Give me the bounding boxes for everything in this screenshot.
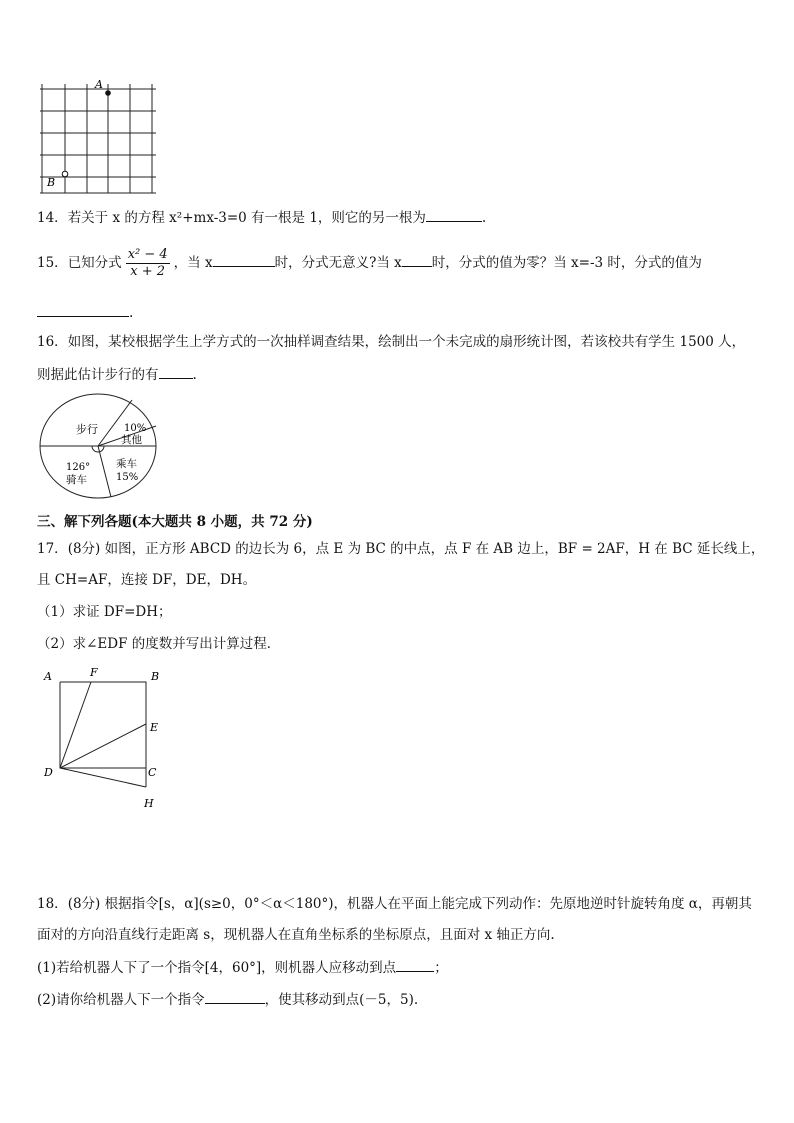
label-B: B [151,670,160,683]
point-b [62,171,68,177]
pie-label-bike: 骑车 [66,474,87,486]
label-E: E [150,721,159,734]
q14-answer-blank[interactable] [426,207,482,222]
label-a: A [95,78,103,91]
pie-label-bus: 乘车 [116,458,137,470]
section-3-heading: 三、解下列各题(本大题共 8 小题，共 72 分) [37,514,313,530]
square-figure [38,664,162,814]
q17-number: 17． [37,541,68,557]
pie-chart-figure [38,392,160,500]
q15-number: 15． [37,255,68,271]
label-D: D [44,766,53,779]
pie-label-other-pct: 10% [124,423,147,434]
q15-blank-3[interactable] [37,302,129,317]
question-18-part2: (2)请你给机器人下一个指令 ，使其移动到点(－5，5). [37,989,418,1009]
q15-blank-2[interactable] [402,252,432,267]
question-17-line1: 17．(8分) 如图，正方形 ABCD 的边长为 6，点 E 为 BC 的中点，点 F 在 AB 边上，BF = 2AF，H 在 BC 延长线上， [37,541,765,557]
q15-fraction [126,247,170,280]
question-17-part1: （1）求证 DF=DH； [37,604,172,620]
q14-text: 若关于 x 的方程 x²+mx-3=0 有一根是 1，则它的另一根为 [67,210,426,226]
question-17-part2: （2）求∠EDF 的度数并写出计算过程． [37,636,281,652]
label-A: A [44,670,52,683]
question-18-line1: 18．(8分) 根据指令[s，α](s≥0，0°＜α＜180°)，机器人在平面上能完成下列动作：先原地逆时针旋转角度 α，再朝其 [37,896,752,912]
pie-label-walk: 步行 [76,423,98,436]
pie-label-other: 其他 [121,434,142,446]
question-17-line2: 且 CH=AF，连接 DF，DE，DH。 [37,572,257,588]
pie-label-bus-pct: 15% [116,472,139,483]
question-14: 14．若关于 x 的方程 x²+mx-3=0 有一根是 1，则它的另一根为 . [37,207,486,227]
question-16-line2: 则据此估计步行的有 . [37,364,197,384]
question-16-line1: 16．如图，某校根据学生上学方式的一次抽样调查结果，绘制出一个未完成的扇形统计图，若该校共有学生 1500 人， [37,334,746,350]
label-b: B [47,176,56,189]
label-F: F [90,666,98,679]
fraction-denominator: x + 2 [130,264,166,279]
q16-answer-blank[interactable] [159,364,193,379]
grid-figure [38,78,160,196]
question-18-line2: 面对的方向沿直线行走距离 s，现机器人在直角坐标系的坐标原点，且面对 x 轴正方向. [37,927,555,943]
question-15: 15．已知分式 $\frac{\text{x² − 4}}{x + 2}$ ，当 x 时，分式无意义?当 x 时，分式的值为零？当 x=-3 时，分式的值为 [37,247,702,279]
point-a [105,90,111,96]
label-H: H [144,797,154,810]
q18-blank-1[interactable] [396,957,434,972]
label-C: C [148,766,157,779]
q16-number: 16． [37,334,68,350]
question-15-line2: . [37,302,133,322]
pie-label-bike-angle: 126° [66,462,91,473]
q18-blank-2[interactable] [205,989,265,1004]
q14-number: 14． [37,210,68,226]
q15-blank-1[interactable] [213,252,275,267]
fraction-numerator: x² − 4 [127,247,168,262]
question-18-part1: (1)若给机器人下了一个指令[4，60°]，则机器人应移动到点 ； [37,957,448,977]
q18-number: 18． [37,896,68,912]
